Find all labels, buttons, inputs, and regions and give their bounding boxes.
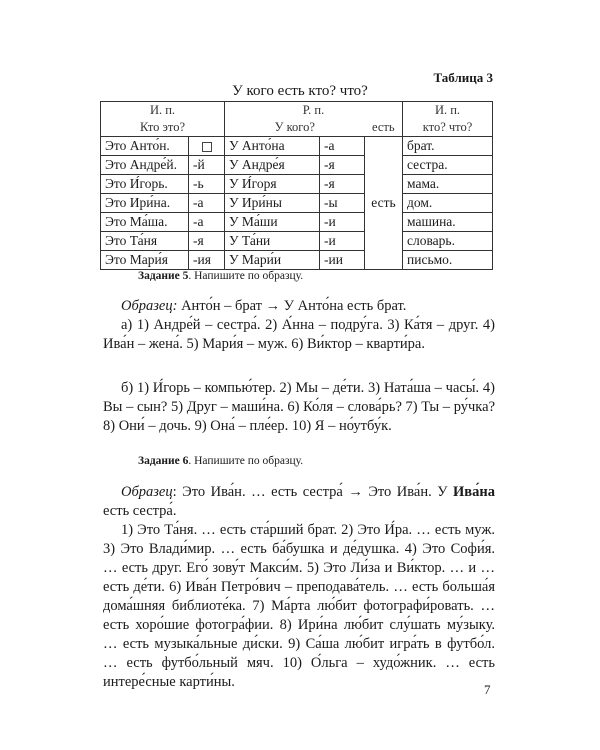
task6-title (138, 455, 303, 467)
cell-ending-gen: -и (320, 213, 365, 232)
cell-object: дом. (403, 194, 493, 213)
task5-body (103, 297, 495, 354)
cell-genitive: У Мари́и (225, 251, 320, 270)
table-row (101, 251, 493, 270)
table-row (101, 194, 493, 213)
cell-name: Это Анто́н. (101, 137, 189, 156)
header-nominative: И. п. (101, 102, 225, 120)
task5-part-a: а) 1) Андре́й – сестра́. 2) А́нна – подру́га. 3) Ка́тя – друг. 4) Ива́н – жена́. 5) Мари́я – муж. 6) Ви́ктор – кварти́ра. (103, 317, 495, 352)
header-est: есть (365, 119, 403, 137)
table-row (101, 156, 493, 175)
cell-ending: -й (189, 156, 225, 175)
task5-label: Задание 5 (138, 270, 189, 282)
cell-genitive: У Андре́я (225, 156, 320, 175)
cell-ending-gen: -ии (320, 251, 365, 270)
cell-ending (189, 137, 225, 156)
table-row (101, 175, 493, 194)
task6-sample (103, 483, 495, 521)
cell-name: Это Мари́я (101, 251, 189, 270)
page-number: 7 (484, 682, 491, 697)
cell-est: есть (365, 137, 403, 270)
table-label: Таблица 3 (433, 70, 493, 85)
task5-title (138, 270, 303, 282)
cell-object: машина. (403, 213, 493, 232)
cell-name: Это Та́ня (101, 232, 189, 251)
sample-text-1: : Это Ива́н. … есть сестра́ → Это Ива́н. У (172, 484, 454, 500)
cell-name: Это Андре́й. (101, 156, 189, 175)
cell-object: письмо. (403, 251, 493, 270)
task5-part-b-block (103, 379, 495, 436)
task5-part-b: б) 1) И́горь – компью́тер. 2) Мы – де́ти. 3) Ната́ша – часы́. 4) Вы – сын? 5) Друг – маши́на. 6) Ко́ля – слова́рь? 7) Ты – ру́чка? 8) Они́ – дочь. 9) Она́ – пле́ер. 10) Я – но́утбу́к. (103, 380, 495, 434)
sample-label: Образец (121, 484, 173, 500)
task6-label: Задание 6 (138, 455, 189, 467)
header-who-is-it: Кто это? (101, 119, 225, 137)
cell-ending-gen: -ы (320, 194, 365, 213)
table-row (101, 232, 493, 251)
cell-ending: -я (189, 232, 225, 251)
cell-genitive: У Та́ни (225, 232, 320, 251)
header-nominative-2: И. п. (403, 102, 493, 120)
cell-ending: -ь (189, 175, 225, 194)
table-row (101, 137, 493, 156)
cell-object: сестра. (403, 156, 493, 175)
cell-object: мама. (403, 175, 493, 194)
cell-name: Это Ири́на. (101, 194, 189, 213)
cell-name: Это Ма́ша. (101, 213, 189, 232)
cell-genitive: У Анто́на (225, 137, 320, 156)
cell-ending: -ия (189, 251, 225, 270)
task6-instruction: . Напишите по образцу. (188, 455, 304, 467)
sample-text: Анто́н – брат → У Анто́на есть брат. (177, 298, 407, 314)
table-row (101, 213, 493, 232)
grammar-table (100, 101, 493, 270)
cell-object: брат. (403, 137, 493, 156)
cell-ending-gen: -я (320, 175, 365, 194)
sample-label: Образец: (121, 298, 178, 314)
empty-box-icon (202, 142, 212, 152)
task6-body (103, 483, 495, 692)
cell-ending: -а (189, 213, 225, 232)
cell-ending-gen: -я (320, 156, 365, 175)
cell-genitive: У И́горя (225, 175, 320, 194)
table-caption: У кого есть кто? что? (232, 83, 368, 99)
cell-ending-gen: -а (320, 137, 365, 156)
cell-name: Это И́горь. (101, 175, 189, 194)
cell-object: словарь. (403, 232, 493, 251)
table-header-row (101, 102, 493, 120)
header-at-whom: У кого? (225, 119, 365, 137)
cell-genitive: У Ири́ны (225, 194, 320, 213)
task5-instruction: . Напишите по образцу. (188, 270, 304, 282)
cell-ending: -а (189, 194, 225, 213)
cell-genitive: У Ма́ши (225, 213, 320, 232)
header-who-what: кто? что? (403, 119, 493, 137)
sample-bold: Ива́на (453, 484, 495, 500)
table-header-row (101, 119, 493, 137)
cell-ending-gen: -и (320, 232, 365, 251)
header-genitive: Р. п. (225, 102, 403, 120)
task5-sample (103, 297, 495, 316)
sample-text-2: есть сестра́. (103, 503, 177, 519)
task6-exercises: 1) Это Та́ня. … есть ста́рший брат. 2) Это И́ра. … есть муж. 3) Это Влади́мир. … есть ба́бушка и де́душка. 4) Это Софи́я. … есть друг. Его́ зову́т Макси́м. 5) Это Ли́за и Ви́ктор. … и … есть де́ти. 6) Ива́н Петро́вич – преподава́тель. … есть больша́я дома́шняя библиоте́ка. 7) Ма́рта лю́бит фотографи́ровать. … есть хоро́шие фотогра́фии. 8) Ири́на лю́бит слу́шать му́зыку. … есть музыка́льные ди́ски. 9) Са́ша лю́бит игра́ть в футбо́л. … есть футбо́льный мяч. 10) О́льга – худо́жник. … есть интере́сные карти́ны. (103, 522, 495, 690)
